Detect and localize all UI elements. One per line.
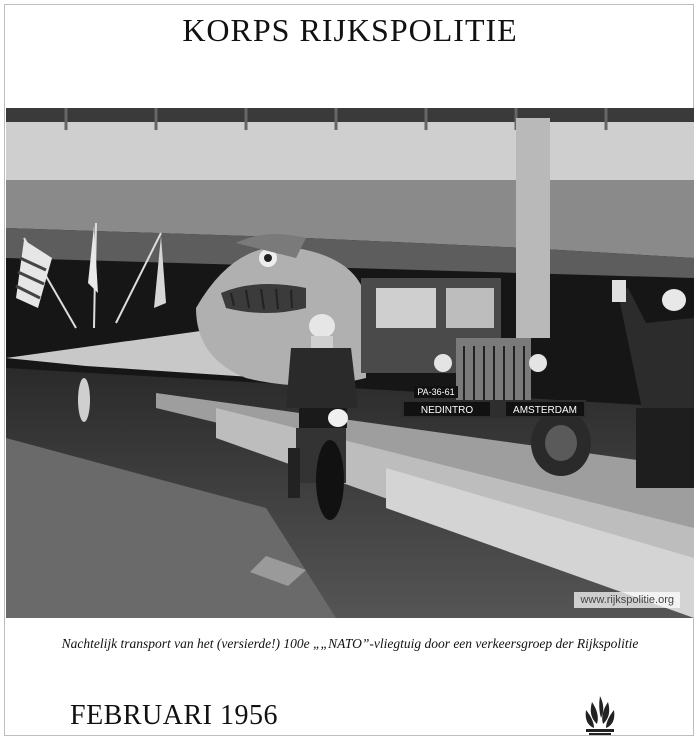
city-plate: AMSTERDAM	[513, 405, 577, 416]
overpass-deck	[6, 120, 694, 180]
page-title: KORPS RIJKSPOLITIE	[182, 12, 518, 48]
company-plate: NEDINTRO	[420, 405, 474, 416]
license-plate: PA-36-61	[417, 387, 455, 397]
watermark-url: www.rijkspolitie.org	[574, 592, 680, 608]
photo-caption: Nachtelijk transport van het (versierde!) 100e „„NATO”-vliegtuig door een verkeersgroep der Rijkspolitie	[61, 636, 639, 651]
issue-date: FEBRUARI 1956	[70, 700, 278, 731]
photograph	[6, 108, 694, 618]
bridge-pillar	[516, 118, 550, 338]
flame-emblem-icon	[580, 694, 620, 736]
photo-scene	[6, 108, 694, 618]
